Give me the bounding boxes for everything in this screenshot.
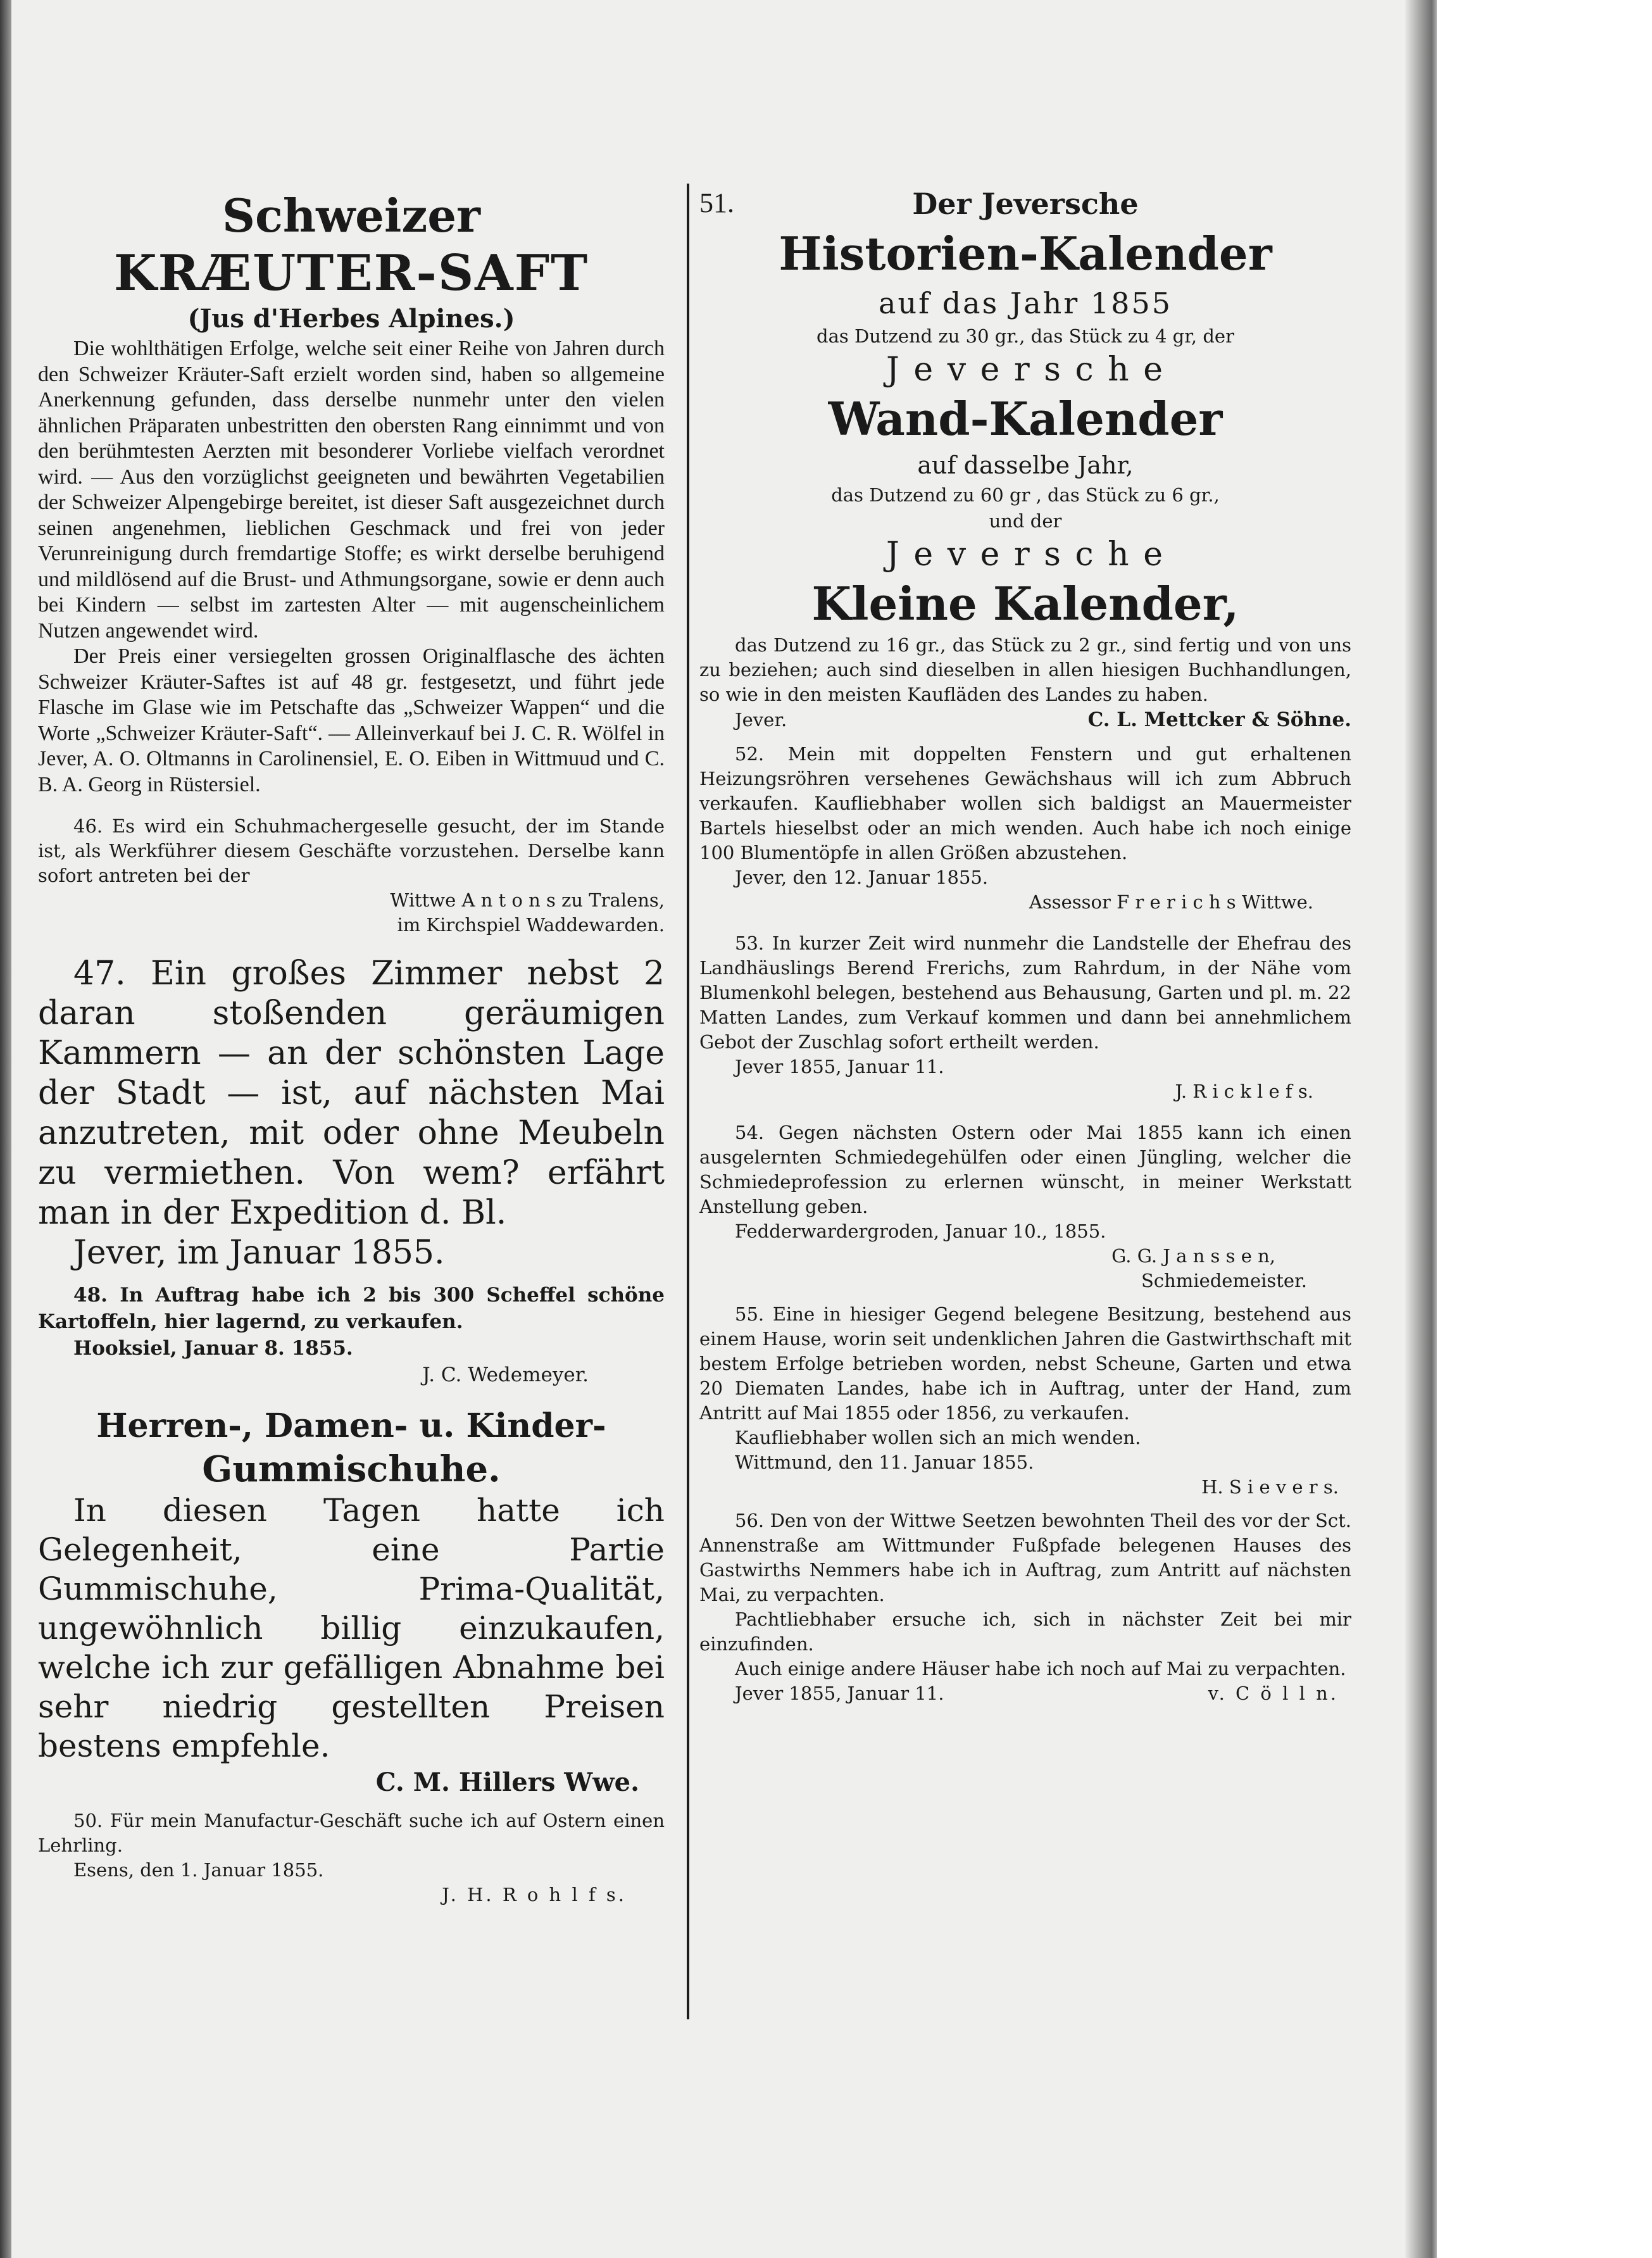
ad-body: 52. Mein mit doppelten Fenstern und gut erhaltenen Heizungsröhren versehenes Gewächshaus will ich zum Abbruch verkaufen. Kaufliebhaber wollen sich baldigst an Mauermeister Bartels hieselbst oder an mich wenden. Auch habe ich noch einige 100 Blumentöpfe in allen Größen abzustehen. xyxy=(699,743,1351,863)
ad-body: 53. In kurzer Zeit wird nunmehr die Landstelle der Ehefrau des Landhäuslings Berend Frerichs, zum Rahrdum, in der Nähe vom Blumenkohl belegen, bestehend aus Behausung, Garten und pl. m. 22 Matten Landes, zum Verkauf kommen und dann bei annehmlichem Gebot der Zuschlag sofort ertheilt werden. xyxy=(699,932,1351,1053)
book-spine-shadow xyxy=(0,0,11,2258)
ad-title: Der Jeversche xyxy=(912,187,1139,221)
ad-subtitle: auf das Jahr 1855 xyxy=(879,286,1172,320)
ad-body: 55. Eine in hiesiger Gegend belegene Besitzung, bestehend aus einem Hause, worin seit undenklichen Jahren die Gastwirthschaft mit bestem Erfolge betrieben worden, nebst Scheune, Garten und etwa 20 Diematen Landes, habe ich in Auftrag, unter der Hand, zum Antritt auf Mai 1855 oder 1856, zu verkaufen. xyxy=(699,1303,1351,1424)
ad-56 xyxy=(699,1508,1351,1706)
ad-signature: im Kirchspiel Waddewarden. xyxy=(397,914,665,936)
ad-body: 48. In Auftrag habe ich 2 bis 300 Scheffel schöne Kartoffeln, hier lagernd, zu verkaufen. xyxy=(38,1284,665,1333)
left-column xyxy=(38,187,665,1907)
ad-subtitle: J e v e r s c h e xyxy=(886,536,1165,574)
ad-body: Pachtliebhaber ersuche ich, sich in nächster Zeit bei mir einzufinden. xyxy=(699,1609,1351,1655)
ad-signature: v. C ö l l n. xyxy=(1208,1683,1339,1704)
ad-subtitle: J e v e r s c h e xyxy=(886,351,1165,389)
ad-signature: C. M. Hillers Wwe. xyxy=(375,1767,639,1797)
ad-47 xyxy=(38,954,665,1273)
right-column xyxy=(699,187,1351,1706)
ad-50 xyxy=(38,1809,665,1907)
ad-title: Historien-Kalender xyxy=(779,227,1272,280)
ad-body: In diesen Tagen hatte ich Gelegenheit, eine Partie Gummischuhe, Prima-Qualität, ungewöhnlich billig einzukaufen, welche ich zur gefälligen Abnahme bei sehr niedrig gestellten Preisen bestens empfehle. xyxy=(38,1492,665,1764)
ad-place-date: Jever, den 12. Januar 1855. xyxy=(735,867,989,888)
ad-signature: J. H. R o h l f s. xyxy=(442,1884,627,1905)
ad-subtitle: (Jus d'Herbes Alpines.) xyxy=(187,304,515,334)
ad-body: 50. Für mein Manufactur-Geschäft suche ich auf Ostern einen Lehrling. xyxy=(38,1810,665,1856)
ad-body: Auch einige andere Häuser habe ich noch auf Mai zu verpachten. xyxy=(735,1658,1346,1679)
ad-body: 46. Es wird ein Schuhmachergeselle gesucht, der im Stande ist, als Werkführer diesem Geschäfte vorzustehen. Derselbe kann sofort antreten bei der xyxy=(38,815,665,886)
ad-subtitle: auf dasselbe Jahr, xyxy=(917,451,1134,479)
ad-body: 54. Gegen nächsten Ostern oder Mai 1855 kann ich einen ausgelernten Schmiedegehülfen oder einen Jüngling, welcher die Schmiedeprofession zu erlernen wünscht, in meiner Werkstatt Anstellung geben. xyxy=(699,1122,1351,1217)
ad-signature: G. G. J a n s s e n, xyxy=(1111,1245,1275,1267)
ad-title: KRÆUTER-SAFT xyxy=(113,244,589,302)
ad-signature: C. L. Mettcker & Söhne. xyxy=(1087,708,1351,731)
ad-53 xyxy=(699,931,1351,1104)
ad-title: Schweizer xyxy=(222,189,480,242)
ad-place-date: Wittmund, den 11. Januar 1855. xyxy=(735,1452,1034,1473)
ad-48 xyxy=(38,1282,665,1388)
ad-title: Herren-, Damen- u. Kinder- xyxy=(96,1407,606,1445)
ad-title: Wand-Kalender xyxy=(828,392,1223,446)
ad-title: Gummischuhe. xyxy=(202,1448,501,1490)
ad-kalender xyxy=(699,187,1351,733)
ad-price: das Dutzend zu 30 gr., das Stück zu 4 gr, der xyxy=(817,325,1234,347)
ad-52 xyxy=(699,742,1351,915)
ad-price: das Dutzend zu 60 gr , das Stück zu 6 gr., xyxy=(831,484,1220,506)
ad-54 xyxy=(699,1120,1351,1293)
ad-place-date: Esens, den 1. Januar 1855. xyxy=(73,1859,324,1881)
ad-body: Die wohlthätigen Erfolge, welche seit einer Reihe von Jahren durch den Schweizer Kräuter-Saft erzielt worden sind, haben so allgemeine Anerkennung gefunden, dass derselbe nunmehr unter den vielen ähnlichen Präparaten unbestritten den obersten Rang einnimmt und von den berühmtesten Aerzten mit besonderer Vorliebe vielfach verordnet wird. — Aus den vorzüglichst geeigneten und bewährten Vegetabilien der Schweizer Alpengebirge bereitet, ist dieser Saft ausgezeichnet durch seinen angenehmen, lieblichen Geschmack und frei von jeder Verunreinigung durch fremdartige Stoffe; es wirkt derselbe beruhigend und mildlösend auf die Brust- und Athmungsorgane, sowie er denn auch bei Kindern — selbst im zartesten Alter — mit augenscheinlichem Nutzen angewendet wird. xyxy=(38,337,665,643)
ad-body: Der Preis einer versiegelten grossen Originalflasche des ächten Schweizer Kräuter-Saftes ist auf 48 gr. festgesetzt, und führt jede Flasche im Glase wie im Petschafte das „Schweizer Wappen“ und die Worte „Schweizer Kräuter-Saft“. — Alleinverkauf bei J. C. R. Wölfel in Jever, A. O. Oltmanns in Carolinensiel, E. O. Eiben in Wittmuud und C. B. A. Georg in Rüstersiel. xyxy=(38,644,665,796)
ad-schweizer-kraeuter-saft xyxy=(38,187,665,798)
ad-gummischuhe xyxy=(38,1405,665,1800)
ad-place: Jever. xyxy=(735,709,787,731)
ad-place-date: Jever, im Januar 1855. xyxy=(73,1234,445,1272)
ad-55 xyxy=(699,1302,1351,1500)
ad-signature: J. R i c k l e f s. xyxy=(1175,1081,1313,1102)
ad-signature: Schmiedemeister. xyxy=(1141,1270,1307,1291)
ad-place-date: Fedderwardergroden, Januar 10., 1855. xyxy=(735,1220,1106,1242)
ad-place-date: Jever 1855, Januar 11. xyxy=(735,1056,944,1077)
column-divider xyxy=(687,184,689,2019)
ad-46 xyxy=(38,814,665,938)
ad-signature: H. S i e v e r s. xyxy=(1201,1476,1339,1498)
ad-body: das Dutzend zu 16 gr., das Stück zu 2 gr., sind fertig und von uns zu beziehen; auch sind dieselben in allen hiesigen Buchhandlungen, so wie in den meisten Kaufläden des Landes zu haben. xyxy=(699,634,1351,705)
ad-signature: J. C. Wedemeyer. xyxy=(422,1364,589,1386)
ad-place-date: Hooksiel, Januar 8. 1855. xyxy=(73,1337,353,1360)
ad-body: 47. Ein großes Zimmer nebst 2 daran stoßenden geräumigen Kammern — an der schönsten Lage der Stadt — ist, auf nächsten Mai anzutreten, mit oder ohne Meubeln zu vermiethen. Von wem? erfährt man in der Expedition d. Bl. xyxy=(38,955,665,1232)
ad-subtitle: und der xyxy=(989,510,1062,532)
ad-signature: Assessor F r e r i c h s Wittwe. xyxy=(1029,891,1313,913)
ad-body: 56. Den von der Wittwe Seetzen bewohnten Theil des vor der Sct. Annenstraße am Wittmunder Fußpfade belegenen Hauses des Gastwirths Nemmers habe ich in Auftrag, zum Antritt auf nächsten Mai, zu verpachten. xyxy=(699,1510,1351,1605)
ad-number: 51. xyxy=(699,187,734,218)
ad-title: Kleine Kalender, xyxy=(811,577,1239,630)
ad-place-date: Jever 1855, Januar 11. xyxy=(735,1683,944,1704)
ad-signature: Wittwe A n t o n s zu Tralens, xyxy=(390,889,665,911)
ad-body: Kaufliebhaber wollen sich an mich wenden. xyxy=(735,1427,1141,1448)
page-margin xyxy=(1437,0,1652,2258)
